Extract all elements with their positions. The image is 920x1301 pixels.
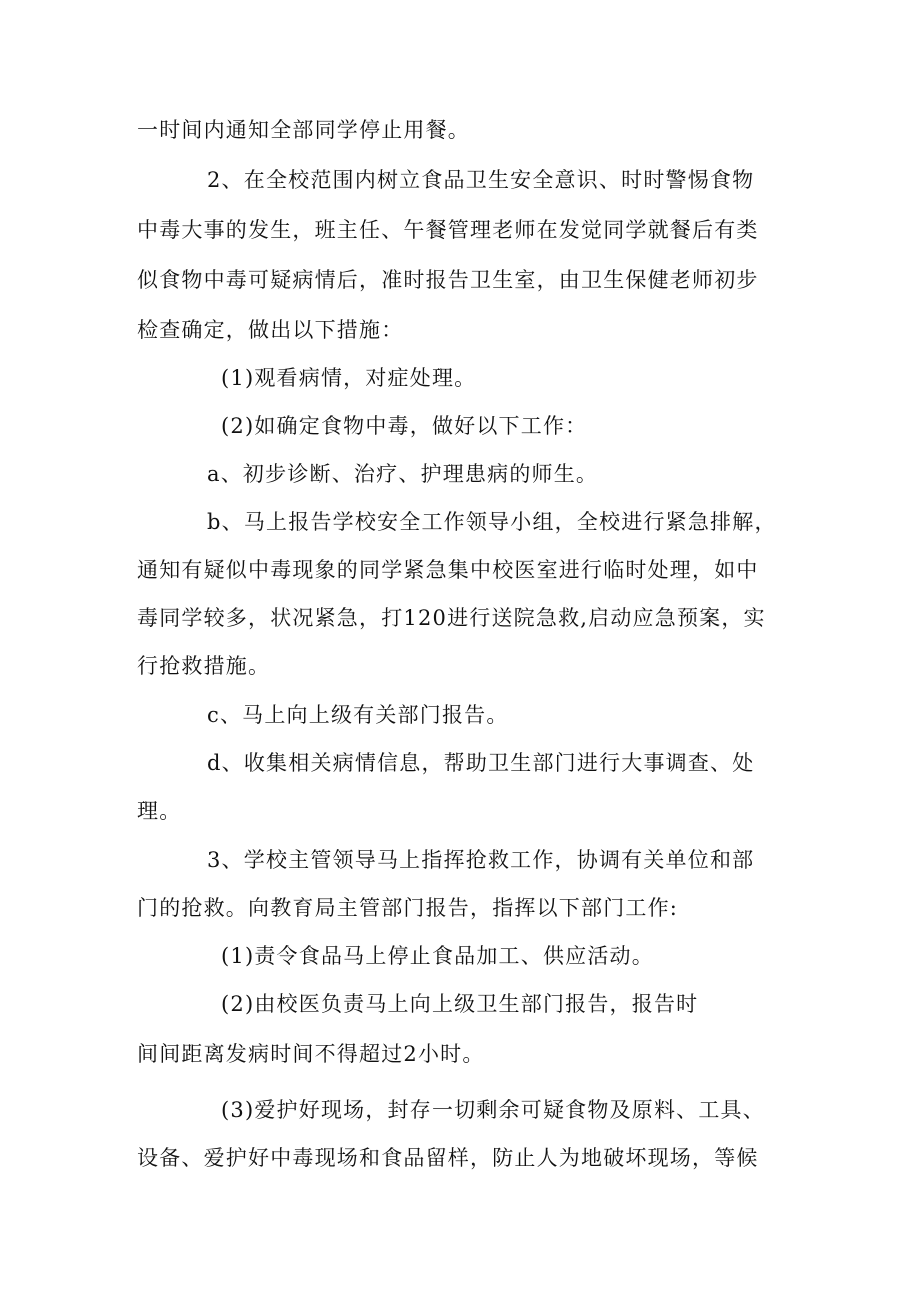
text-line: 3、学校主管领导马上指挥抢救工作，协调有关单位和部 <box>207 848 755 872</box>
text-line: 设备、爱护好中毒现场和食品留样，防止人为地破坏现场，等候 <box>137 1146 759 1170</box>
text-line: d、收集相关病情信息，帮助卫生部门进行大事调查、处 <box>207 751 755 775</box>
text-line: 间间距离发病时间不得超过2小时。 <box>137 1042 485 1066</box>
text-line: (2)由校医负责马上向上级卫生部门报告，报告时 <box>221 992 699 1016</box>
text-line: (3)爱护好现场，封存一切剩余可疑食物及原料、工具、 <box>221 1098 765 1122</box>
text-line: 一时间内通知全部同学停止用餐。 <box>137 118 470 142</box>
text-line: c、马上向上级有关部门报告。 <box>207 703 509 727</box>
text-line: (2)如确定食物中毒，做好以下工作： <box>221 414 588 438</box>
text-line: 通知有疑似中毒现象的同学紧急集中校医室进行临时处理，如中 <box>137 558 759 582</box>
text-line: 行抢救措施。 <box>137 654 271 678</box>
text-line: 中毒大事的发生，班主任、午餐管理老师在发觉同学就餐后有类 <box>137 218 759 242</box>
text-line: 门的抢救。向教育局主管部门报告，指挥以下部门工作: <box>137 896 679 920</box>
text-line: 理。 <box>137 799 182 823</box>
text-line: 似食物中毒可疑病情后，准时报告卫生室，由卫生保健老师初步 <box>137 268 759 292</box>
text-line: a、初步诊断、治疗、护理患病的师生。 <box>207 462 599 486</box>
text-line: 毒同学较多，状况紧急，打120进行送院急救,启动应急预案，实 <box>137 606 766 630</box>
text-line: b、马上报告学校安全工作领导小组，全校进行紧急排解， <box>207 510 777 534</box>
text-line: (1)责令食品马上停止食品加工、供应活动。 <box>221 944 654 968</box>
text-line: 2、在全校范围内树立食品卫生安全意识、时时警惕食物 <box>207 168 755 192</box>
text-line: 检查确定，做出以下措施： <box>137 318 404 342</box>
text-line: (1)观看病情，对症处理。 <box>221 366 477 390</box>
